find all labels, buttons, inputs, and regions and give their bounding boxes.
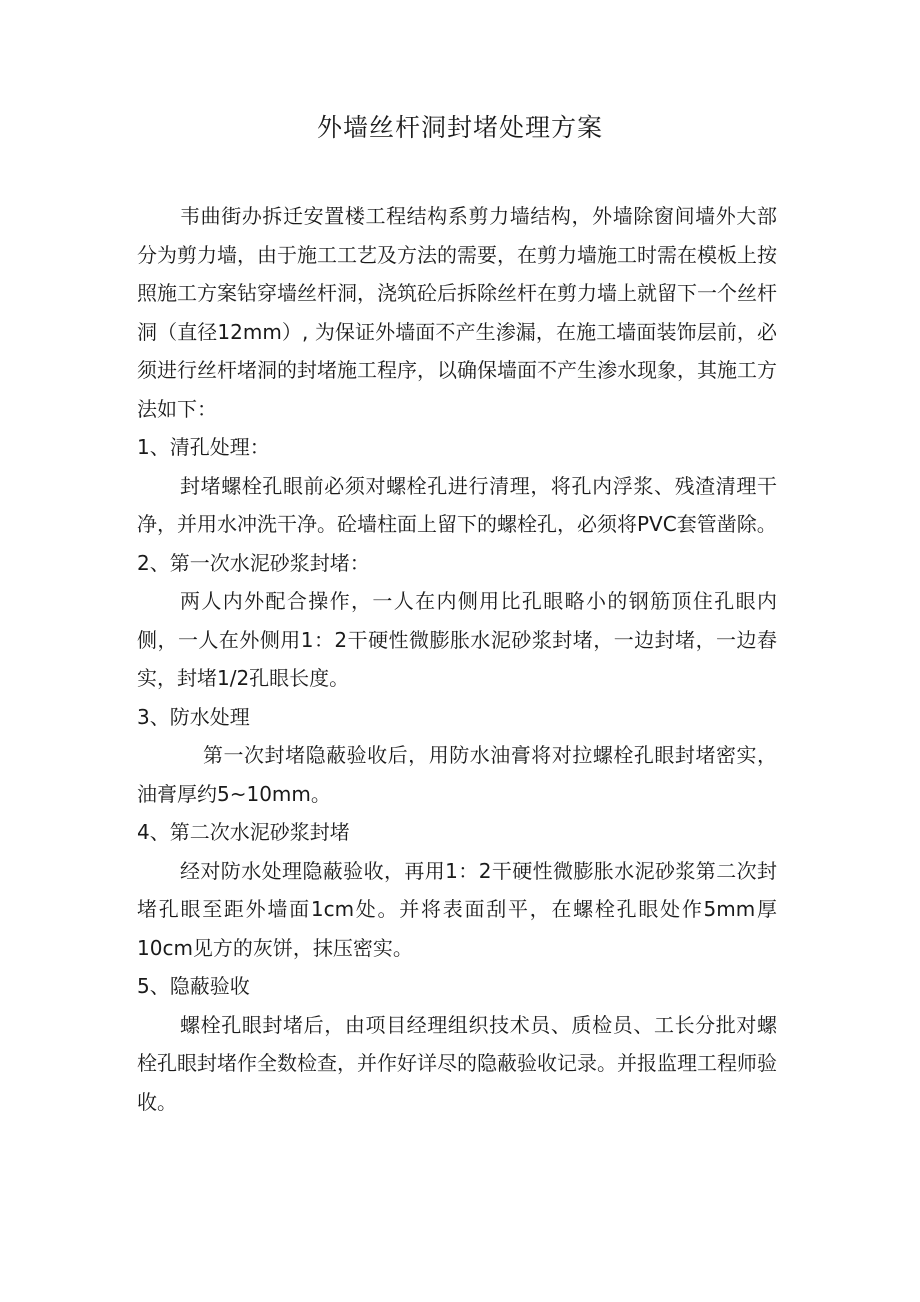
section-heading-3: 3、防水处理 (137, 704, 250, 729)
section-heading-1: 1、清孔处理： (137, 435, 270, 459)
document-body (137, 197, 777, 1121)
section-heading-5: 5、隐蔽验收 (137, 974, 250, 998)
section-text-1: 封堵螺栓孔眼前必须对螺栓孔进行清理，将孔内浮浆、残渣清理干净，并用水冲洗干净。砼墙柱面上留下的螺栓孔，必须将PVC套管凿除。 (137, 473, 777, 536)
document-title: 外墙丝杆洞封堵处理方案 (316, 113, 603, 142)
section-text-4: 经对防水处理隐蔽验收，再用1：2干硬性微膨胀水泥砂浆第二次封堵孔眼至距外墙面1cm处。并将表面刮平，在螺栓孔眼处作5mm厚10cm见方的灰饼，抹压密实。 (137, 858, 777, 960)
section-text-5: 螺栓孔眼封堵后，由项目经理组织技术员、质检员、工长分批对螺栓孔眼封堵作全数检查，并作好详尽的隐蔽验收记录。并报监理工程师验收。 (137, 1012, 777, 1114)
section-heading-4: 4、第二次水泥砂浆封堵 (137, 820, 350, 844)
section-heading-2: 2、第一次水泥砂浆封堵： (137, 550, 370, 575)
section-text-2: 两人内外配合操作，一人在内侧用比孔眼略小的钢筋顶住孔眼内侧，一人在外侧用1：2干硬性微膨胀水泥砂浆封堵，一边封堵，一边舂实，封堵1/2孔眼长度。 (137, 589, 777, 690)
intro-paragraph: 韦曲街办拆迁安置楼工程结构系剪力墙结构，外墙除窗间墙外大部分为剪力墙，由于施工工艺及方法的需要，在剪力墙施工时需在模板上按照施工方案钻穿墙丝杆洞，浇筑砼后拆除丝杆在剪力墙上就留下一个丝杆洞（直径12mm）, 为保证外墙面不产生渗漏，在施工墙面装饰层前，必须进行丝杆堵洞的封堵施工程序，以确保墙面不产生渗水现象，其施工方法如下： (137, 204, 777, 421)
section-text-3: 第一次封堵隐蔽验收后，用防水油膏将对拉螺栓孔眼封堵密实，油膏厚约5~10mm。 (137, 743, 777, 806)
